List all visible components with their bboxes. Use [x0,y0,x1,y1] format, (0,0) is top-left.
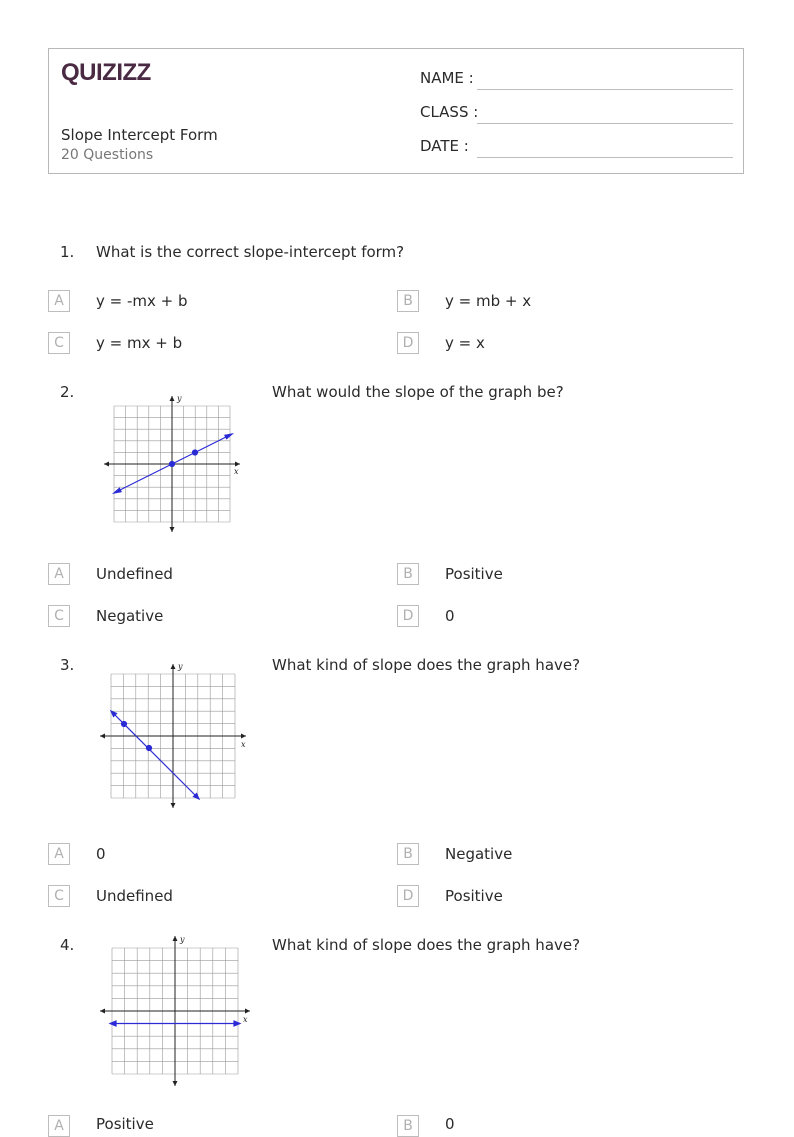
option-c-box[interactable]: C [48,885,70,907]
option-d-text[interactable]: 0 [445,607,455,625]
question-number: 1. [60,243,75,261]
option-b-text[interactable]: Negative [445,845,513,863]
x-axis-label: x [234,467,239,476]
option-a-text[interactable]: 0 [96,845,106,863]
question-text: What would the slope of the graph be? [272,383,564,401]
axes [100,664,246,808]
y-axis-label: y [178,662,183,671]
option-c-text[interactable]: Negative [96,607,164,625]
option-d-text[interactable]: Positive [445,887,503,905]
y-axis-label: y [180,935,185,944]
option-c-text[interactable]: y = mx + b [96,334,183,352]
quizizz-logo: QUIZIZZ [61,59,151,86]
option-b-box[interactable]: B [397,1115,419,1137]
question-number: 3. [60,656,75,674]
question-text: What kind of slope does the graph have? [272,656,581,674]
option-a-box[interactable]: A [48,1115,70,1137]
option-a-box[interactable]: A [48,843,70,865]
question-text: What is the correct slope-intercept form? [96,243,405,261]
date-label: DATE : [420,137,469,155]
option-a-text[interactable]: Positive [96,1115,154,1133]
option-b-box[interactable]: B [397,843,419,865]
class-label: CLASS : [420,103,479,121]
worksheet-header [48,48,744,174]
option-a-box[interactable]: A [48,563,70,585]
option-b-box[interactable]: B [397,290,419,312]
name-field[interactable] [477,89,733,90]
x-axis-label: x [241,740,246,749]
graph-positive-slope [100,392,246,534]
option-c-text[interactable]: Undefined [96,887,173,905]
option-b-text[interactable]: 0 [445,1115,455,1133]
option-a-box[interactable]: A [48,290,70,312]
option-d-text[interactable]: y = x [445,334,485,352]
option-d-box[interactable]: D [397,605,419,627]
question-number: 4. [60,936,75,954]
date-field[interactable] [477,157,733,158]
option-b-text[interactable]: Positive [445,565,503,583]
axes [100,936,250,1086]
option-c-box[interactable]: C [48,332,70,354]
worksheet-title: Slope Intercept Form [61,126,218,144]
question-count: 20 Questions [61,147,154,163]
option-d-box[interactable]: D [397,885,419,907]
class-field[interactable] [477,123,733,124]
option-b-text[interactable]: y = mb + x [445,292,532,310]
option-c-box[interactable]: C [48,605,70,627]
name-label: NAME : [420,69,474,87]
option-d-box[interactable]: D [397,332,419,354]
y-axis-label: y [177,394,182,403]
x-axis-label: x [243,1015,248,1024]
option-a-text[interactable]: Undefined [96,565,173,583]
option-a-text[interactable]: y = -mx + b [96,292,188,310]
option-b-box[interactable]: B [397,563,419,585]
question-text: What kind of slope does the graph have? [272,936,581,954]
graph-zero-slope [98,934,254,1088]
question-number: 2. [60,383,75,401]
graph-negative-slope [98,662,252,810]
